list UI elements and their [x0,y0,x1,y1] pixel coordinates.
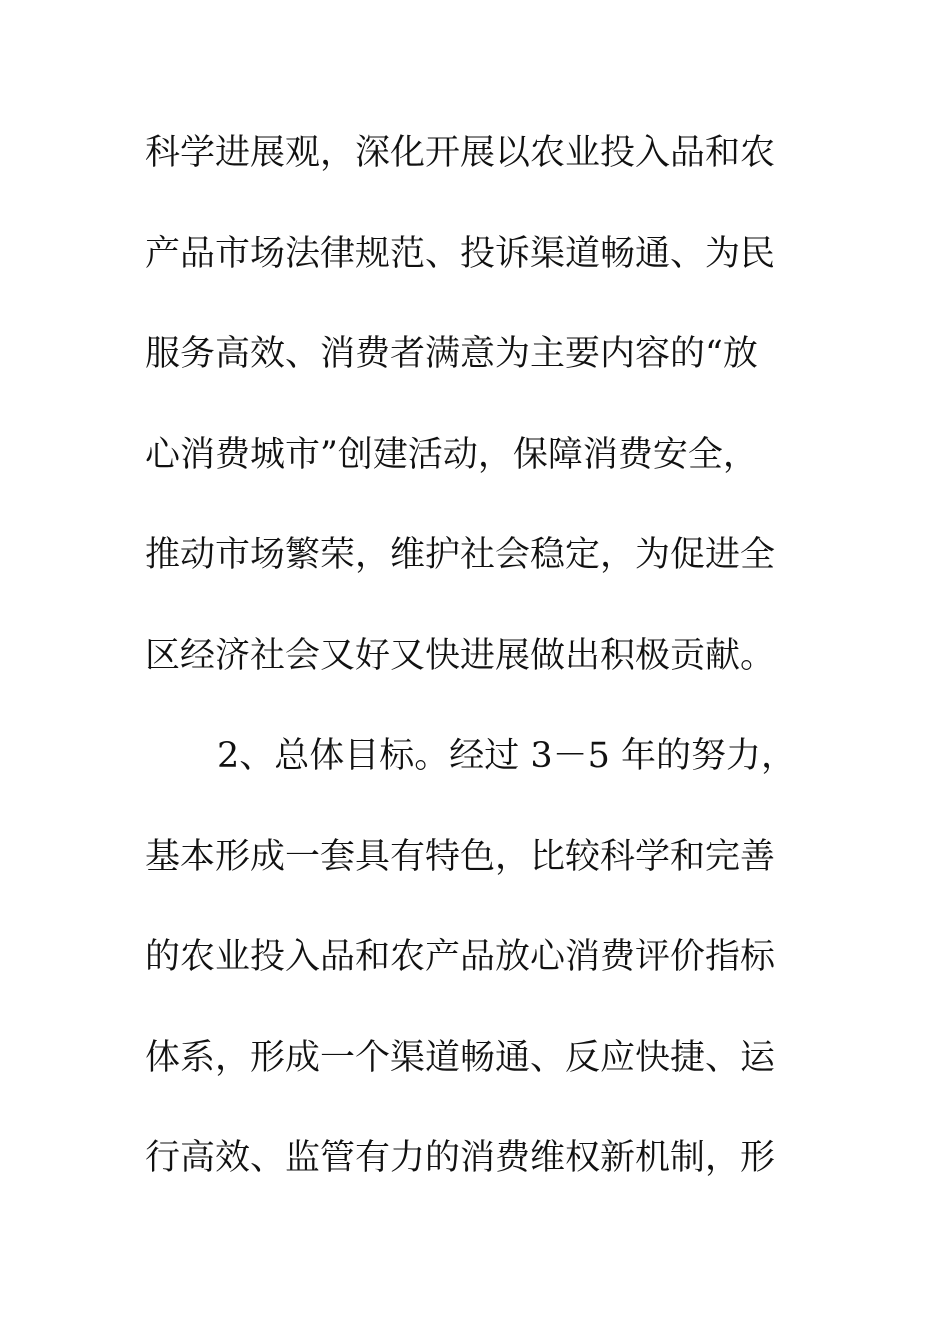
body-text [145,120,810,1226]
text-line-11: 行高效、监管有力的消费维权新机制，形 [145,1138,776,1178]
text-line-5: 推动市场繁荣，维护社会稳定，为促进全 [145,535,776,575]
text-line-8: 基本形成一套具有特色，比较科学和完善 [145,836,776,877]
text-line-4: 心消费城市”创建活动，保障消费安全， [145,434,758,475]
text-line-2: 产品市场法律规范、投诉渠道畅通、为民 [145,233,776,274]
text-line-10: 体系，形成一个渠道畅通、反应快捷、运 [145,1037,776,1078]
text-line-1: 科学进展观，深化开展以农业投入品和农 [145,133,776,173]
text-line-7-paragraph-start: 2、总体目标。经过 3－5 年的努力， [217,736,797,776]
text-line-9: 的农业投入品和农产品放心消费评价指标 [145,937,776,977]
text-line-6: 区经济社会又好又快进展做出积极贡献。 [145,635,776,676]
text-line-3: 服务高效、消费者满意为主要内容的“放 [145,334,758,374]
